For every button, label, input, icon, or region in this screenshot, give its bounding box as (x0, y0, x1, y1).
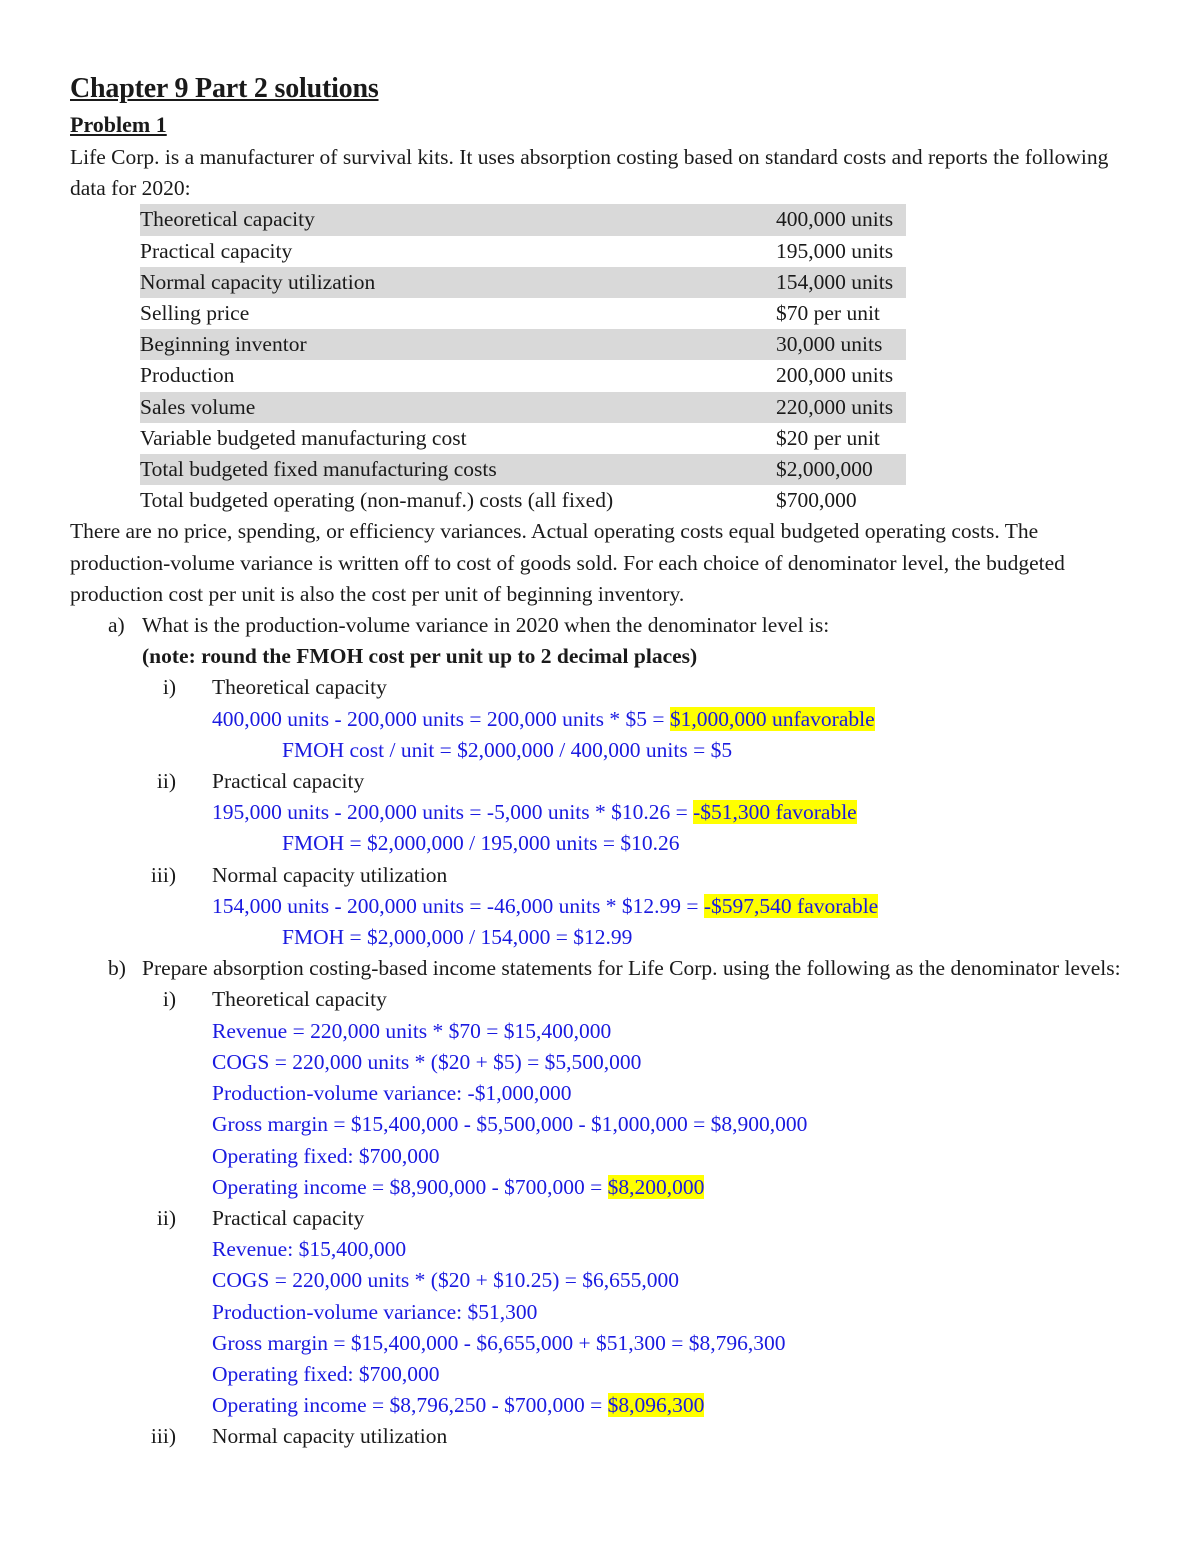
list-marker: iii) (150, 862, 176, 887)
statement-line: COGS = 220,000 units * ($20 + $5) = $5,500,000 (212, 1049, 642, 1074)
fmoh-calc: FMOH = $2,000,000 / 195,000 units = $10.26 (282, 831, 680, 856)
question-a (70, 610, 1140, 641)
table-value: $20 per unit (776, 425, 880, 450)
table-row (140, 423, 906, 454)
list-item (70, 1203, 1140, 1234)
table-value: 400,000 units (776, 204, 906, 235)
table-label: Beginning inventor (140, 329, 776, 360)
statement-line: Revenue = 220,000 units * $70 = $15,400,000 (212, 1018, 612, 1043)
operating-income-line: Operating income = $8,796,250 - $700,000 = $8,096,300 (212, 1393, 705, 1418)
list-item (70, 984, 1140, 1015)
list-marker: iii) (150, 1424, 176, 1449)
statement-line: Production-volume variance: $51,300 (212, 1299, 538, 1324)
list-item (70, 1421, 1140, 1452)
table-label: Practical capacity (140, 238, 293, 263)
table-row (140, 392, 906, 423)
item-label: Theoretical capacity (212, 675, 387, 700)
table-value: 220,000 units (776, 392, 906, 423)
table-row (140, 236, 906, 267)
statement-line: Gross margin = $15,400,000 - $5,500,000 - $1,000,000 = $8,900,000 (212, 1112, 808, 1137)
operating-income-line: Operating income = $8,900,000 - $700,000 = $8,200,000 (212, 1174, 705, 1199)
table-label: Sales volume (140, 392, 776, 423)
statement-line: Operating fixed: $700,000 (212, 1361, 440, 1386)
list-item (70, 672, 1140, 703)
table-value: $70 per unit (776, 301, 880, 326)
table-row (140, 329, 906, 360)
table-row (140, 485, 906, 516)
statement-line: Operating fixed: $700,000 (212, 1143, 440, 1168)
highlighted-answer: -$51,300 favorable (693, 800, 857, 825)
table-row (140, 360, 906, 391)
table-value: 200,000 units (776, 363, 894, 388)
table-value: $700,000 (776, 488, 857, 513)
table-label: Selling price (140, 301, 250, 326)
table-label: Variable budgeted manufacturing cost (140, 425, 467, 450)
statement-line: COGS = 220,000 units * ($20 + $10.25) = $6,655,000 (212, 1268, 679, 1293)
item-label: Practical capacity (212, 1205, 365, 1230)
highlighted-answer: $8,096,300 (607, 1393, 705, 1418)
table-row (140, 204, 906, 235)
question-text: Prepare absorption costing-based income statements for Life Corp. using the following as the denominator levels: (142, 956, 1121, 981)
list-marker: ii) (156, 769, 176, 794)
problem-heading: Problem 1 (70, 112, 167, 137)
table-value: 30,000 units (776, 329, 906, 360)
table-label: Total budgeted operating (non-manuf.) costs (all fixed) (140, 488, 614, 513)
fmoh-calc: FMOH cost / unit = $2,000,000 / 400,000 units = $5 (282, 737, 733, 762)
table-label: Production (140, 363, 235, 388)
highlighted-answer: -$597,540 favorable (703, 893, 879, 918)
question-text: What is the production-volume variance in 2020 when the denominator level is: (142, 613, 830, 638)
statement-line: Revenue: $15,400,000 (212, 1237, 407, 1262)
intro-paragraph: Life Corp. is a manufacturer of survival kits. It uses absorption costing based on standard costs and reports the following data for 2020: (70, 145, 1109, 201)
fmoh-calc: FMOH = $2,000,000 / 154,000 = $12.99 (282, 925, 633, 950)
table-label: Theoretical capacity (140, 204, 776, 235)
question-b (70, 953, 1140, 984)
document-page (70, 70, 1140, 1453)
table-label: Total budgeted fixed manufacturing costs (140, 454, 776, 485)
rounding-note: (note: round the FMOH cost per unit up to 2 decimal places) (142, 644, 698, 669)
variance-calc: 154,000 units - 200,000 units = -46,000 units * $12.99 = -$597,540 favorable (212, 893, 879, 918)
list-item (70, 860, 1140, 891)
list-marker: b) (108, 956, 126, 981)
list-marker: i) (162, 675, 176, 700)
statement-line: Gross margin = $15,400,000 - $6,655,000 + $51,300 = $8,796,300 (212, 1330, 786, 1355)
assumptions-paragraph: There are no price, spending, or efficiency variances. Actual operating costs equal budgeted operating costs. The production-volume variance is written off to cost of goods sold. For each choice of denominator level, the budgeted production cost per unit is also the cost per unit of beginning inventory. (70, 519, 1065, 606)
statement-line: Production-volume variance: -$1,000,000 (212, 1081, 572, 1106)
item-label: Normal capacity utilization (212, 1424, 448, 1449)
table-value: 154,000 units (776, 267, 906, 298)
list-marker: ii) (156, 1205, 176, 1230)
list-marker: a) (108, 613, 125, 638)
highlighted-answer: $8,200,000 (607, 1174, 705, 1199)
list-item (70, 766, 1140, 797)
item-label: Theoretical capacity (212, 987, 387, 1012)
variance-calc: 195,000 units - 200,000 units = -5,000 units * $10.26 = -$51,300 favorable (212, 800, 857, 825)
page-title: Chapter 9 Part 2 solutions (70, 73, 379, 104)
item-label: Normal capacity utilization (212, 862, 448, 887)
table-row (140, 298, 906, 329)
table-row (140, 454, 906, 485)
list-marker: i) (162, 987, 176, 1012)
table-value: $2,000,000 (776, 454, 906, 485)
table-label: Normal capacity utilization (140, 267, 776, 298)
table-value: 195,000 units (776, 238, 894, 263)
data-table (140, 204, 906, 516)
table-row (140, 267, 906, 298)
highlighted-answer: $1,000,000 unfavorable (669, 706, 875, 731)
item-label: Practical capacity (212, 769, 365, 794)
variance-calc: 400,000 units - 200,000 units = 200,000 units * $5 = $1,000,000 unfavorable (212, 706, 875, 731)
